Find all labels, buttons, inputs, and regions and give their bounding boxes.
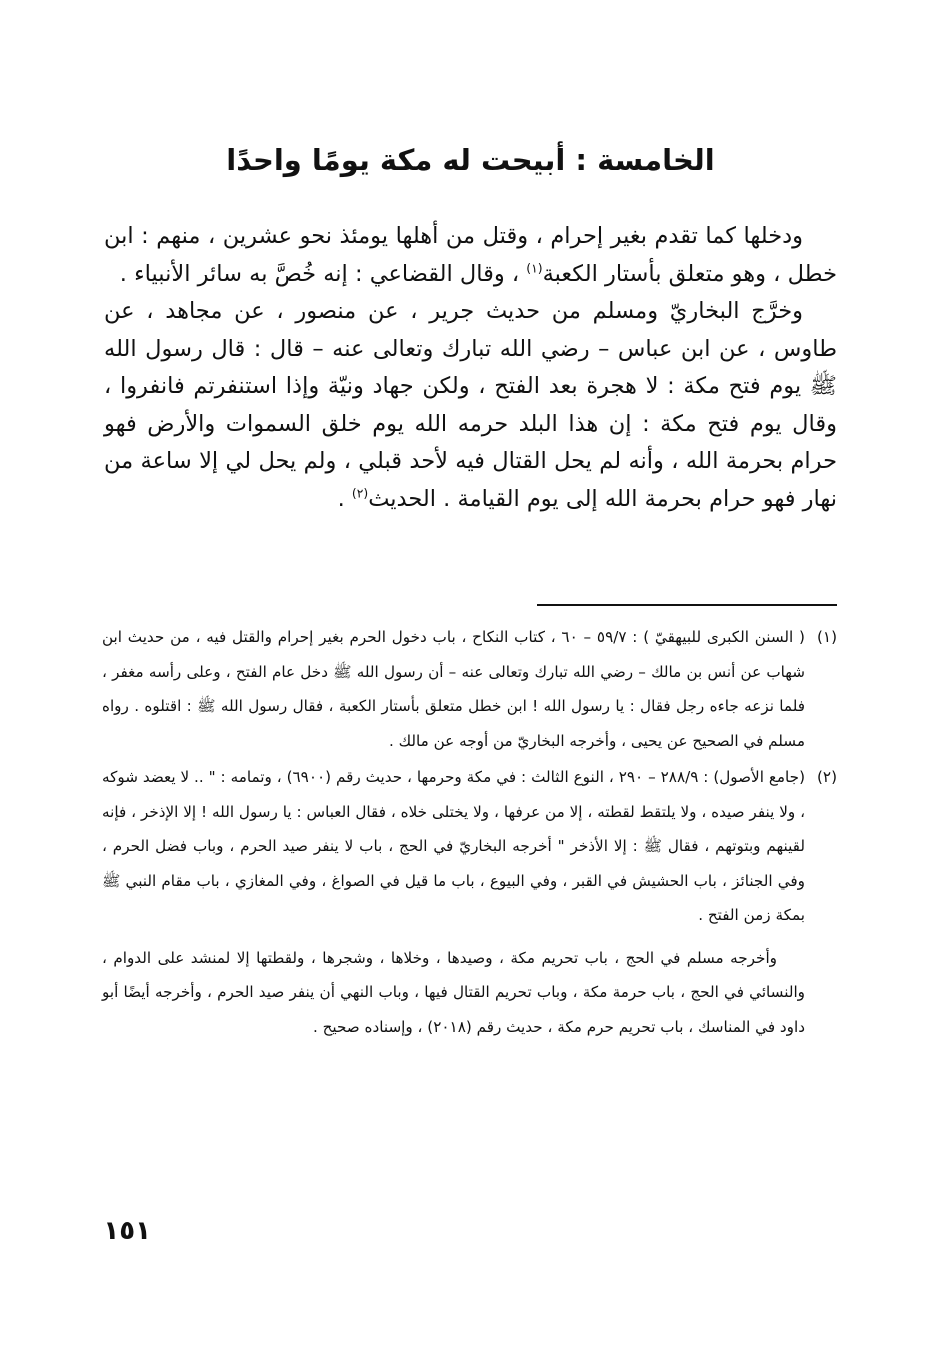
main-text — [104, 218, 837, 518]
paragraph-1-text: ودخلها كما تقدم بغير إحرام ، وقتل من أهلها يومئذ نحو عشرين ، منهم : ابن خطل ، وهو متعلق بأستار الكعبة — [104, 223, 837, 287]
footnote-ref-2: (٢) — [351, 486, 369, 500]
footnote-separator — [537, 604, 837, 606]
section-title: الخامسة : أبيحت له مكة يومًا واحدًا — [226, 143, 715, 177]
footnote-2-continuation: وأخرجه مسلم في الحج ، باب تحريم مكة ، وصيدها ، وخلاها ، وشجرها ، ولقطتها إلا لمنشد على الدوام ، والنسائي في الحج ، باب حرمة مكة ، وباب تحريم القتال فيها ، وباب النهي أن ينفر صيد الحرم ، وأخرجه أيضًا أبو داود في المناسك ، باب تحريم حرم مكة ، حديث رقم (٢٠١٨) ، وإسناده صحيح . — [102, 948, 805, 1036]
footnote-2-text: (جامع الأصول) : ٢٨٨/٩ – ٢٩٠ ، النوع الثالث : في مكة وحرمها ، حديث رقم (٦٩٠٠) ، وتمامه : " .. لا يعضد شوكه ، ولا ينفر صيده ، ولا يلتقط لقطته ، إلا من عرفها ، ولا يختلى خلاه ، فقال العباس : يا رسول الله ! إلا الإذخر ، فإنه لقينهم وبتوتهم ، فقال ﷺ : إلا الأذخر " أخرجه البخاريّ في الحج ، باب لا ينفر صيد الحرم ، وباب فضل الحرم ، وفي الجنائز ، باب الحشيش في القبر ، وفي البيوع ، باب ما قيل في الصواغ ، وفي المغازي ، باب مقام النبي ﷺ بمكة زمن الفتح . — [102, 768, 805, 924]
paragraph-1-tail: ، وقال القضاعي : إنه خُصَّ به سائر الأنبياء . — [119, 260, 527, 287]
paragraph-2-tail: . — [337, 485, 352, 512]
footnote-ref-1: (١) — [526, 261, 543, 275]
footnote-2 — [102, 760, 837, 1044]
page-number: ١٥١ — [103, 1216, 151, 1246]
footnotes — [102, 620, 837, 1046]
footnote-2-number: (٢) — [816, 768, 837, 786]
footnote-1-text: ( السنن الكبرى للبيهقيّ ) : ٥٩/٧ – ٦٠ ، كتاب النكاح ، باب دخول الحرم بغير إحرام والقتل فيه ، من حديث ابن شهاب عن أنس بن مالك – رضي الله تبارك وتعالى عنه – أن رسول الله ﷺ دخل عام الفتح ، وعلى رأسه مغفر ، فلما نزعه جاءه رجل فقال : يا رسول الله ! ابن خطل متعلق بأستار الكعبة ، فقال رسول الله ﷺ : اقتلوه . رواه مسلم في الصحيح عن يحيى ، وأخرجه البخاريّ من أوجه عن مالك . — [102, 628, 805, 750]
paragraph-1 — [104, 218, 837, 293]
paragraph-2-text: وخرَّج البخاريّ ومسلم من حديث جرير ، عن منصور ، عن مجاهد ، عن طاوس ، عن ابن عباس – رضي الله تبارك وتعالى عنه – قال : قال رسول الله ﷺ يوم فتح مكة : لا هجرة بعد الفتح ، ولكن جهاد ونيّة وإذا استنفرتم فانفروا ، وقال يوم فتح مكة : إن هذا البلد حرمه الله يوم خلق السموات والأرض فهو حرام بحرمة الله ، وأنه لم يحل القتال فيه لأحد قبلي ، ولم يحل لي إلا ساعة من نهار فهو حرام بحرمة الله إلى يوم القيامة . الحديث — [104, 298, 837, 512]
footnote-1-number: (١) — [816, 628, 837, 646]
paragraph-2 — [104, 293, 837, 518]
footnote-1 — [102, 620, 837, 758]
